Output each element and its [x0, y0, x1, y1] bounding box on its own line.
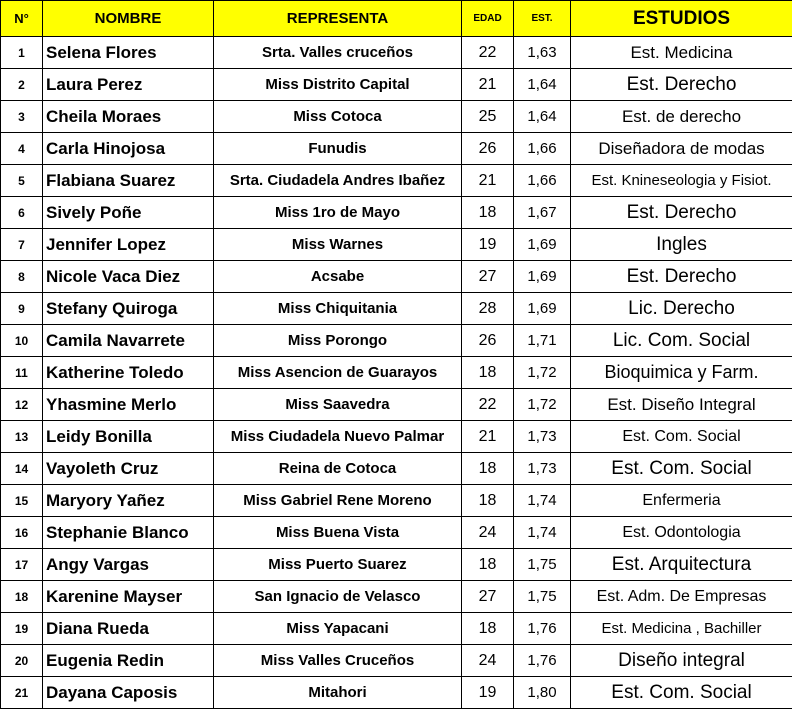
height-cell: 1,69	[514, 229, 571, 261]
represents-cell: Miss Puerto Suarez	[214, 549, 462, 581]
table-row	[1, 69, 792, 101]
represents-cell: Reina de Cotoca	[214, 453, 462, 485]
age-cell: 18	[462, 549, 514, 581]
studies-cell: Diseñadora de modas	[571, 133, 792, 165]
age-cell: 18	[462, 613, 514, 645]
studies-cell: Est. de derecho	[571, 101, 792, 133]
row-number: 10	[1, 325, 43, 357]
studies-cell: Est. Medicina	[571, 37, 792, 69]
age-cell: 27	[462, 261, 514, 293]
height-cell: 1,72	[514, 357, 571, 389]
represents-cell: San Ignacio de Velasco	[214, 581, 462, 613]
studies-cell: Est. Odontologia	[571, 517, 792, 549]
contestant-name: Dayana Caposis	[43, 677, 214, 709]
table-row	[1, 101, 792, 133]
height-cell: 1,67	[514, 197, 571, 229]
age-cell: 18	[462, 357, 514, 389]
height-cell: 1,64	[514, 69, 571, 101]
height-cell: 1,71	[514, 325, 571, 357]
contestant-name: Diana Rueda	[43, 613, 214, 645]
contestant-name: Stefany Quiroga	[43, 293, 214, 325]
age-cell: 26	[462, 325, 514, 357]
represents-cell: Acsabe	[214, 261, 462, 293]
row-number: 6	[1, 197, 43, 229]
row-number: 8	[1, 261, 43, 293]
row-number: 15	[1, 485, 43, 517]
represents-cell: Funudis	[214, 133, 462, 165]
height-cell: 1,64	[514, 101, 571, 133]
header-studies: ESTUDIOS	[571, 1, 792, 37]
represents-cell: Miss Gabriel Rene Moreno	[214, 485, 462, 517]
contestant-name: Katherine Toledo	[43, 357, 214, 389]
represents-cell: Miss Yapacani	[214, 613, 462, 645]
header-row	[1, 1, 792, 37]
row-number: 2	[1, 69, 43, 101]
studies-cell: Enfermeria	[571, 485, 792, 517]
table-row	[1, 421, 792, 453]
studies-cell: Est. Diseño Integral	[571, 389, 792, 421]
table-row	[1, 517, 792, 549]
table-row	[1, 453, 792, 485]
header-height: EST.	[514, 1, 571, 37]
age-cell: 19	[462, 229, 514, 261]
table-row	[1, 485, 792, 517]
represents-cell: Miss Buena Vista	[214, 517, 462, 549]
contestant-name: Stephanie Blanco	[43, 517, 214, 549]
studies-cell: Est. Medicina , Bachiller	[571, 613, 792, 645]
height-cell: 1,75	[514, 549, 571, 581]
contestant-name: Nicole Vaca Diez	[43, 261, 214, 293]
height-cell: 1,74	[514, 517, 571, 549]
row-number: 12	[1, 389, 43, 421]
age-cell: 21	[462, 421, 514, 453]
age-cell: 22	[462, 37, 514, 69]
table-row	[1, 325, 792, 357]
header-name: NOMBRE	[43, 1, 214, 37]
represents-cell: Miss Cotoca	[214, 101, 462, 133]
age-cell: 26	[462, 133, 514, 165]
row-number: 21	[1, 677, 43, 709]
age-cell: 24	[462, 645, 514, 677]
height-cell: 1,66	[514, 165, 571, 197]
table-row	[1, 677, 792, 709]
row-number: 11	[1, 357, 43, 389]
height-cell: 1,69	[514, 261, 571, 293]
represents-cell: Miss Asencion de Guarayos	[214, 357, 462, 389]
row-number: 17	[1, 549, 43, 581]
row-number: 4	[1, 133, 43, 165]
contestant-name: Sively Poñe	[43, 197, 214, 229]
row-number: 16	[1, 517, 43, 549]
table-row	[1, 389, 792, 421]
table-row	[1, 293, 792, 325]
table-row	[1, 645, 792, 677]
contestant-name: Angy Vargas	[43, 549, 214, 581]
contestant-name: Cheila Moraes	[43, 101, 214, 133]
age-cell: 18	[462, 453, 514, 485]
studies-cell: Est. Com. Social	[571, 677, 792, 709]
row-number: 9	[1, 293, 43, 325]
row-number: 19	[1, 613, 43, 645]
studies-cell: Diseño integral	[571, 645, 792, 677]
row-number: 7	[1, 229, 43, 261]
height-cell: 1,74	[514, 485, 571, 517]
studies-cell: Ingles	[571, 229, 792, 261]
studies-cell: Est. Adm. De Empresas	[571, 581, 792, 613]
table-row	[1, 261, 792, 293]
contestant-name: Selena Flores	[43, 37, 214, 69]
age-cell: 19	[462, 677, 514, 709]
height-cell: 1,73	[514, 453, 571, 485]
represents-cell: Miss Ciudadela Nuevo Palmar	[214, 421, 462, 453]
row-number: 14	[1, 453, 43, 485]
age-cell: 25	[462, 101, 514, 133]
studies-cell: Bioquimica y Farm.	[571, 357, 792, 389]
table-row	[1, 133, 792, 165]
table-row	[1, 197, 792, 229]
studies-cell: Est. Arquitectura	[571, 549, 792, 581]
represents-cell: Srta. Ciudadela Andres Ibañez	[214, 165, 462, 197]
represents-cell: Miss Distrito Capital	[214, 69, 462, 101]
contestant-name: Laura Perez	[43, 69, 214, 101]
contestant-name: Flabiana Suarez	[43, 165, 214, 197]
row-number: 1	[1, 37, 43, 69]
age-cell: 18	[462, 485, 514, 517]
contestant-name: Karenine Mayser	[43, 581, 214, 613]
age-cell: 18	[462, 197, 514, 229]
contestant-name: Eugenia Redin	[43, 645, 214, 677]
studies-cell: Est. Knineseologia y Fisiot.	[571, 165, 792, 197]
contestant-name: Yhasmine Merlo	[43, 389, 214, 421]
studies-cell: Est. Com. Social	[571, 453, 792, 485]
contestant-name: Leidy Bonilla	[43, 421, 214, 453]
height-cell: 1,73	[514, 421, 571, 453]
contestant-name: Maryory Yañez	[43, 485, 214, 517]
row-number: 20	[1, 645, 43, 677]
age-cell: 22	[462, 389, 514, 421]
height-cell: 1,66	[514, 133, 571, 165]
studies-cell: Lic. Com. Social	[571, 325, 792, 357]
studies-cell: Est. Derecho	[571, 261, 792, 293]
represents-cell: Srta. Valles cruceños	[214, 37, 462, 69]
height-cell: 1,75	[514, 581, 571, 613]
age-cell: 21	[462, 69, 514, 101]
represents-cell: Miss Porongo	[214, 325, 462, 357]
table-row	[1, 581, 792, 613]
represents-cell: Miss Valles Cruceños	[214, 645, 462, 677]
height-cell: 1,76	[514, 613, 571, 645]
contestant-name: Vayoleth Cruz	[43, 453, 214, 485]
table-row	[1, 37, 792, 69]
studies-cell: Est. Com. Social	[571, 421, 792, 453]
age-cell: 24	[462, 517, 514, 549]
row-number: 13	[1, 421, 43, 453]
header-number: N°	[1, 1, 43, 37]
table-row	[1, 357, 792, 389]
contestant-name: Camila Navarrete	[43, 325, 214, 357]
header-age: EDAD	[462, 1, 514, 37]
height-cell: 1,63	[514, 37, 571, 69]
height-cell: 1,76	[514, 645, 571, 677]
header-represents: REPRESENTA	[214, 1, 462, 37]
height-cell: 1,69	[514, 293, 571, 325]
row-number: 18	[1, 581, 43, 613]
represents-cell: Miss 1ro de Mayo	[214, 197, 462, 229]
table-row	[1, 549, 792, 581]
age-cell: 21	[462, 165, 514, 197]
studies-cell: Est. Derecho	[571, 197, 792, 229]
contestant-name: Carla Hinojosa	[43, 133, 214, 165]
studies-cell: Lic. Derecho	[571, 293, 792, 325]
age-cell: 27	[462, 581, 514, 613]
table-row	[1, 229, 792, 261]
row-number: 5	[1, 165, 43, 197]
represents-cell: Miss Chiquitania	[214, 293, 462, 325]
height-cell: 1,72	[514, 389, 571, 421]
age-cell: 28	[462, 293, 514, 325]
represents-cell: Miss Saavedra	[214, 389, 462, 421]
represents-cell: Mitahori	[214, 677, 462, 709]
contestant-name: Jennifer Lopez	[43, 229, 214, 261]
table-row	[1, 613, 792, 645]
table-row	[1, 165, 792, 197]
represents-cell: Miss Warnes	[214, 229, 462, 261]
studies-cell: Est. Derecho	[571, 69, 792, 101]
row-number: 3	[1, 101, 43, 133]
height-cell: 1,80	[514, 677, 571, 709]
